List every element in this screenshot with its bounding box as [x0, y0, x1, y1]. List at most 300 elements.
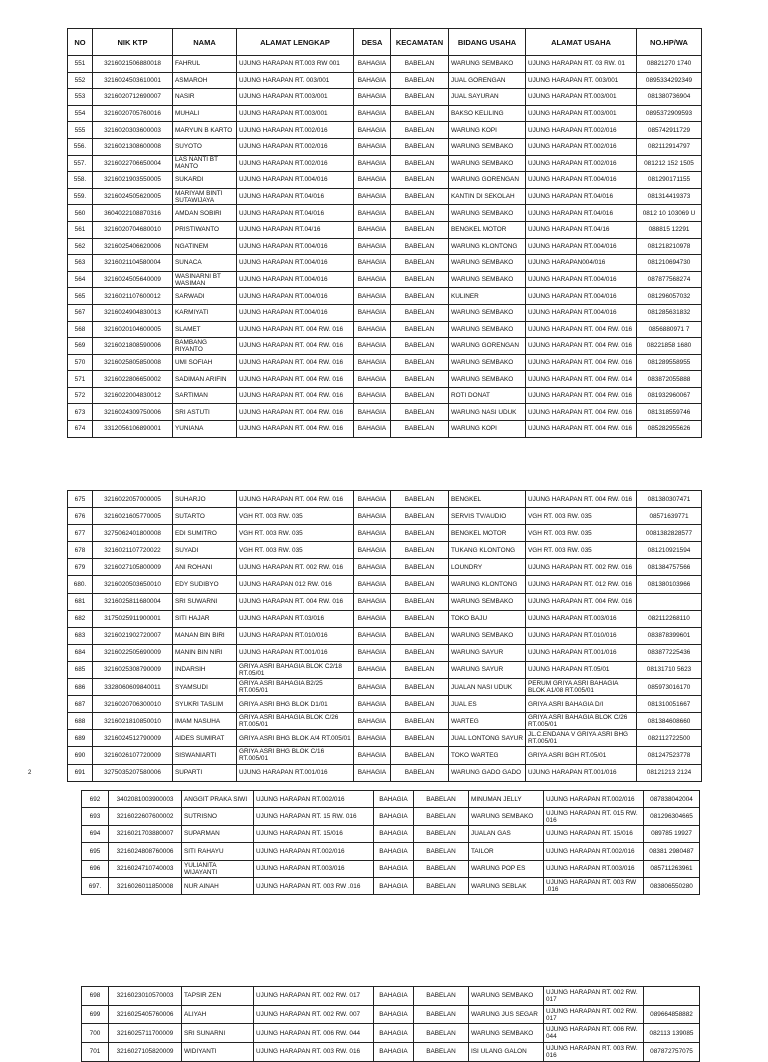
table-row	[68, 610, 702, 627]
table-row	[82, 860, 700, 877]
cell-no-hp: 081289558955	[637, 354, 702, 371]
cell-desa: BAHAGIA	[374, 843, 414, 860]
cell-alamat-lengkap: UJUNG HARAPAN RT. 004 RW. 016	[237, 387, 354, 404]
cell-desa: BAHAGIA	[354, 610, 391, 627]
cell-kecamatan: BABELAN	[414, 1005, 469, 1024]
cell-alamat-lengkap: UJUNG HARAPAN RT.004/016	[237, 288, 354, 305]
cell-alamat-usaha: VGH RT. 003 RW. 035	[526, 525, 637, 542]
cell-nama: SUTRISNO	[182, 808, 254, 825]
cell-alamat-usaha: UJUNG HARAPAN RT.001/016	[526, 764, 637, 781]
cell-no: 680.	[68, 576, 93, 593]
table-row	[82, 877, 700, 894]
cell-alamat-usaha: GRIYA ASRI BAHAGIA BLOK C/26 RT.005/01	[526, 713, 637, 730]
table-row	[68, 713, 702, 730]
cell-alamat-usaha: UJUNG HARAPAN RT. 003/001	[526, 72, 637, 89]
cell-alamat-lengkap: UJUNG HARAPAN RT. 004 RW. 016	[237, 338, 354, 355]
cell-desa: BAHAGIA	[354, 747, 391, 764]
cell-nama: SRI SUNARNI	[182, 1024, 254, 1043]
cell-alamat-usaha: UJUNG HARAPAN RT. 004 RW. 016	[526, 491, 637, 508]
cell-kecamatan: BABELAN	[391, 404, 449, 421]
cell-alamat-lengkap: UJUNG HARAPAN RT.002/016	[237, 155, 354, 172]
cell-kecamatan: BABELAN	[391, 696, 449, 713]
cell-desa: BAHAGIA	[354, 288, 391, 305]
cell-nama: SUYOTO	[173, 138, 237, 155]
cell-no-hp: 08131710 5623	[637, 661, 702, 678]
cell-no-hp: 0895334292349	[637, 72, 702, 89]
cell-desa: BAHAGIA	[354, 72, 391, 89]
header-desa: DESA	[354, 29, 391, 56]
cell-alamat-usaha: UJUNG HARAPAN RT.003/001	[526, 89, 637, 106]
cell-alamat-usaha: UJUNG HARAPAN RT.004/016	[526, 271, 637, 288]
cell-no: 697.	[82, 877, 109, 894]
cell-no: 559.	[68, 188, 93, 205]
table-row	[82, 1024, 700, 1043]
cell-nama: EDY SUDIBYO	[173, 576, 237, 593]
cell-no-hp	[644, 987, 700, 1006]
cell-nik: 3216025711700009	[109, 1024, 182, 1043]
table-row	[68, 205, 702, 222]
cell-no: 673	[68, 404, 93, 421]
cell-nama: SUPARTI	[173, 764, 237, 781]
header-bidang-usaha: BIDANG USAHA	[449, 29, 526, 56]
cell-desa: BAHAGIA	[354, 172, 391, 189]
cell-nama: UMI SOFIAH	[173, 354, 237, 371]
cell-bidang-usaha: TUKANG KLONTONG	[449, 542, 526, 559]
cell-bidang-usaha: WARUNG SEMBAKO	[469, 987, 544, 1006]
cell-desa: BAHAGIA	[354, 89, 391, 106]
cell-nama: AMDAN SOBIRI	[173, 205, 237, 222]
table-body-1	[68, 56, 702, 438]
cell-nama: SITI HAJAR	[173, 610, 237, 627]
cell-nama: SADIMAN ARIFIN	[173, 371, 237, 388]
cell-nama: YUNIANA	[173, 421, 237, 438]
cell-no-hp: 0856880971 7	[637, 321, 702, 338]
cell-nama: SISWANIARTI	[173, 747, 237, 764]
cell-kecamatan: BABELAN	[391, 508, 449, 525]
cell-kecamatan: BABELAN	[391, 644, 449, 661]
cell-desa: BAHAGIA	[354, 354, 391, 371]
data-table-3	[81, 790, 700, 895]
cell-nik: 3216026107720009	[93, 747, 173, 764]
cell-no: 691	[68, 764, 93, 781]
cell-bidang-usaha: WARUNG SEMBAKO	[449, 321, 526, 338]
cell-kecamatan: BABELAN	[391, 610, 449, 627]
cell-bidang-usaha: WARUNG SEMBAKO	[469, 808, 544, 825]
header-alamat-usaha: ALAMAT USAHA	[526, 29, 637, 56]
cell-alamat-lengkap: UJUNG HARAPAN RT.004/016	[237, 304, 354, 321]
cell-nik: 3216027105800009	[93, 559, 173, 576]
cell-kecamatan: BABELAN	[391, 593, 449, 610]
table-row	[68, 105, 702, 122]
cell-nik: 3216020303600003	[93, 122, 173, 139]
cell-nik: 3216021104580004	[93, 255, 173, 272]
cell-kecamatan: BABELAN	[414, 825, 469, 842]
cell-alamat-usaha: UJUNG HARAPAN RT.002/016	[526, 155, 637, 172]
cell-kecamatan: BABELAN	[414, 791, 469, 808]
cell-nama: SUHARJO	[173, 491, 237, 508]
cell-no-hp: 081384608660	[637, 713, 702, 730]
cell-kecamatan: BABELAN	[414, 877, 469, 894]
cell-no-hp: 085973016170	[637, 679, 702, 696]
cell-bidang-usaha: WARUNG GORENGAN	[449, 338, 526, 355]
cell-no: 554	[68, 105, 93, 122]
cell-desa: BAHAGIA	[354, 404, 391, 421]
table-row	[68, 89, 702, 106]
cell-desa: BAHAGIA	[374, 860, 414, 877]
table-row	[68, 72, 702, 89]
cell-bidang-usaha: WARUNG GADO GADO	[449, 764, 526, 781]
cell-bidang-usaha: KANTIN DI SEKOLAH	[449, 188, 526, 205]
cell-nama: PRISTIWANTO	[173, 221, 237, 238]
cell-no: 563	[68, 255, 93, 272]
cell-nik: 3216024505620005	[93, 188, 173, 205]
cell-no: 685	[68, 661, 93, 678]
cell-alamat-usaha: UJUNG HARAPAN RT.04/016	[526, 205, 637, 222]
cell-desa: BAHAGIA	[354, 105, 391, 122]
table-row	[82, 808, 700, 825]
cell-kecamatan: BABELAN	[391, 338, 449, 355]
cell-no: 564	[68, 271, 93, 288]
table-row	[68, 354, 702, 371]
cell-bidang-usaha: BENGKEL MOTOR	[449, 221, 526, 238]
cell-nama: SUYADI	[173, 542, 237, 559]
cell-no-hp: 081380103966	[637, 576, 702, 593]
cell-alamat-lengkap: UJUNG HARAPAN RT. 15 RW. 016	[254, 808, 374, 825]
cell-bidang-usaha: WARTEG	[449, 713, 526, 730]
cell-nik: 3216020706300010	[93, 696, 173, 713]
cell-nama: IMAM NASUHA	[173, 713, 237, 730]
cell-no: 700	[82, 1024, 109, 1043]
cell-kecamatan: BABELAN	[391, 255, 449, 272]
cell-alamat-lengkap: UJUNG HARAPAN RT.003/001	[237, 89, 354, 106]
cell-nik: 3328060609840011	[93, 679, 173, 696]
cell-desa: BAHAGIA	[354, 421, 391, 438]
cell-desa: BAHAGIA	[354, 387, 391, 404]
cell-alamat-usaha: UJUNG HARAPAN RT. 004 RW. 016	[526, 421, 637, 438]
cell-bidang-usaha: TAILOR	[469, 843, 544, 860]
cell-kecamatan: BABELAN	[391, 89, 449, 106]
cell-desa: BAHAGIA	[354, 525, 391, 542]
cell-no: 695	[82, 843, 109, 860]
cell-no-hp: 081314419373	[637, 188, 702, 205]
table-row	[68, 542, 702, 559]
cell-alamat-lengkap: GRIYA ASRI BAHAGIA B2/25 RT.005/01	[237, 679, 354, 696]
cell-no-hp: 081380736904	[637, 89, 702, 106]
cell-alamat-lengkap: VGH RT. 003 RW. 035	[237, 542, 354, 559]
cell-nama: SUTARTO	[173, 508, 237, 525]
cell-nama: ASMAROH	[173, 72, 237, 89]
cell-no: 698	[82, 987, 109, 1006]
cell-desa: BAHAGIA	[354, 56, 391, 73]
header-row	[68, 29, 702, 56]
cell-desa: BAHAGIA	[354, 576, 391, 593]
cell-no: 553	[68, 89, 93, 106]
cell-alamat-usaha: UJUNG HARAPAN RT. 004 RW. 016	[526, 338, 637, 355]
cell-no-hp: 081210921594	[637, 542, 702, 559]
cell-kecamatan: BABELAN	[391, 661, 449, 678]
cell-kecamatan: BABELAN	[391, 354, 449, 371]
cell-desa: BAHAGIA	[354, 188, 391, 205]
cell-nik: 3216021107720022	[93, 542, 173, 559]
cell-alamat-lengkap: UJUNG HARAPAN RT. 006 RW. 044	[254, 1024, 374, 1043]
cell-alamat-usaha: UJUNG HARAPAN RT. 002 RW. 017	[544, 1005, 644, 1024]
cell-no-hp: 0812 10 103069 U	[637, 205, 702, 222]
cell-alamat-usaha: UJUNG HARAPAN RT.002/016	[544, 791, 644, 808]
cell-nama: WIDIYANTI	[182, 1043, 254, 1062]
table-row	[68, 593, 702, 610]
cell-alamat-lengkap: UJUNG HARAPAN RT.003/001	[237, 105, 354, 122]
cell-bidang-usaha: WARUNG KLONTONG	[449, 238, 526, 255]
table-row	[68, 525, 702, 542]
cell-alamat-lengkap: UJUNG HARAPAN RT. 15/016	[254, 825, 374, 842]
cell-nik: 3216022706650004	[93, 155, 173, 172]
cell-alamat-lengkap: UJUNG HARAPAN RT. 002 RW. 017	[254, 987, 374, 1006]
cell-no: 676	[68, 508, 93, 525]
cell-no-hp: 081318559746	[637, 404, 702, 421]
cell-bidang-usaha: WARUNG POP ES	[469, 860, 544, 877]
cell-nik: 3216020704680010	[93, 221, 173, 238]
cell-bidang-usaha: WARUNG SEMBAKO	[449, 271, 526, 288]
cell-no: 699	[82, 1005, 109, 1024]
cell-kecamatan: BABELAN	[391, 138, 449, 155]
cell-nik: 3216021703880007	[109, 825, 182, 842]
header-kecamatan: KECAMATAN	[391, 29, 449, 56]
table-row	[68, 56, 702, 73]
cell-bidang-usaha: JUALAN NASI UDUK	[449, 679, 526, 696]
cell-no: 571	[68, 371, 93, 388]
cell-alamat-usaha: UJUNG HARAPAN004/016	[526, 255, 637, 272]
cell-no: 689	[68, 730, 93, 747]
table-row	[68, 644, 702, 661]
cell-alamat-lengkap: UJUNG HARAPAN RT.03/016	[237, 610, 354, 627]
cell-desa: BAHAGIA	[354, 138, 391, 155]
cell-desa: BAHAGIA	[354, 491, 391, 508]
cell-bidang-usaha: WARUNG SAYUR	[449, 661, 526, 678]
cell-no: 675	[68, 491, 93, 508]
cell-desa: BAHAGIA	[354, 508, 391, 525]
table-row	[68, 491, 702, 508]
cell-kecamatan: BABELAN	[414, 1024, 469, 1043]
cell-no-hp: 081296304665	[644, 808, 700, 825]
cell-nama: FAHRUL	[173, 56, 237, 73]
cell-alamat-lengkap: UJUNG HARAPAN RT. 004 RW. 016	[237, 321, 354, 338]
cell-no: 682	[68, 610, 93, 627]
cell-kecamatan: BABELAN	[391, 72, 449, 89]
table-row	[68, 288, 702, 305]
cell-desa: BAHAGIA	[374, 825, 414, 842]
cell-nama: NUR AINAH	[182, 877, 254, 894]
cell-nik: 3216021506880018	[93, 56, 173, 73]
cell-nama: NGATINEM	[173, 238, 237, 255]
cell-kecamatan: BABELAN	[414, 1043, 469, 1062]
header-alamat-lengkap: ALAMAT LENGKAP	[237, 29, 354, 56]
cell-nik: 3216020104600005	[93, 321, 173, 338]
cell-bidang-usaha: BENGKEL	[449, 491, 526, 508]
cell-nama: SRI ASTUTI	[173, 404, 237, 421]
cell-alamat-lengkap: UJUNG HARAPAN RT.04/16	[237, 221, 354, 238]
cell-no: 687	[68, 696, 93, 713]
cell-nama: MANIN BIN NIRI	[173, 644, 237, 661]
cell-no-hp: 089785 19927	[644, 825, 700, 842]
cell-kecamatan: BABELAN	[391, 271, 449, 288]
cell-bidang-usaha: WARUNG SEMBAKO	[449, 593, 526, 610]
cell-kecamatan: BABELAN	[391, 525, 449, 542]
cell-no-hp: 089664858882	[644, 1005, 700, 1024]
cell-alamat-usaha: VGH RT. 003 RW. 035	[526, 508, 637, 525]
cell-no-hp: 085711263961	[644, 860, 700, 877]
cell-nama: EDI SUMITRO	[173, 525, 237, 542]
cell-bidang-usaha: KULINER	[449, 288, 526, 305]
cell-no: 688	[68, 713, 93, 730]
cell-nik: 3402081003900003	[109, 791, 182, 808]
cell-no: 556.	[68, 138, 93, 155]
cell-no: 692	[82, 791, 109, 808]
cell-no-hp: 081212 152 1505	[637, 155, 702, 172]
cell-alamat-usaha: UJUNG HARAPAN RT.04/016	[526, 188, 637, 205]
cell-alamat-lengkap: VGH RT. 003 RW. 035	[237, 525, 354, 542]
cell-alamat-usaha: UJUNG HARAPAN RT.003/016	[526, 610, 637, 627]
cell-no: 565	[68, 288, 93, 305]
cell-kecamatan: BABELAN	[391, 172, 449, 189]
cell-no: 560	[68, 205, 93, 222]
cell-alamat-lengkap: UJUNG HARAPAN RT. 004 RW. 016	[237, 421, 354, 438]
cell-bidang-usaha: WARUNG GORENGAN	[449, 172, 526, 189]
cell-bidang-usaha: WARUNG NASI UDUK	[449, 404, 526, 421]
cell-no-hp: 085742911729	[637, 122, 702, 139]
cell-nik: 3216021605770005	[93, 508, 173, 525]
cell-alamat-lengkap: UJUNG HARAPAN RT.004/016	[237, 238, 354, 255]
cell-no-hp: 082112914797	[637, 138, 702, 155]
cell-nik: 3216025308790009	[93, 661, 173, 678]
cell-no: 693	[82, 808, 109, 825]
cell-bidang-usaha: BAKSO KELILING	[449, 105, 526, 122]
cell-no: 552	[68, 72, 93, 89]
table-row	[68, 338, 702, 355]
table-row	[68, 679, 702, 696]
cell-alamat-lengkap: UJUNG HARAPAN RT. 003 RW .016	[254, 877, 374, 894]
cell-nama: SUKARDI	[173, 172, 237, 189]
cell-desa: BAHAGIA	[354, 730, 391, 747]
cell-nama: SUPARMAN	[182, 825, 254, 842]
table-row	[68, 404, 702, 421]
cell-bidang-usaha: WARUNG SEMBAKO	[449, 255, 526, 272]
cell-no: 678	[68, 542, 93, 559]
cell-nik: 3604022108870316	[93, 205, 173, 222]
cell-alamat-usaha: UJUNG HARAPAN RT.04/16	[526, 221, 637, 238]
cell-desa: BAHAGIA	[374, 877, 414, 894]
cell-no: 686	[68, 679, 93, 696]
table-row	[68, 138, 702, 155]
cell-alamat-usaha: UJUNG HARAPAN RT. 004 RW. 016	[526, 593, 637, 610]
cell-nama: SRI SUWARNI	[173, 593, 237, 610]
cell-alamat-lengkap: UJUNG HARAPAN RT. 004 RW. 016	[237, 491, 354, 508]
cell-nik: 3216025805850008	[93, 354, 173, 371]
cell-kecamatan: BABELAN	[391, 205, 449, 222]
cell-desa: BAHAGIA	[374, 987, 414, 1006]
cell-alamat-lengkap: GRIYA ASRI BAHAGIA BLOK C2/18 RT.05/01	[237, 661, 354, 678]
cell-alamat-lengkap: UJUNG HARAPAN RT.002/016	[237, 122, 354, 139]
cell-nik: 3216024904830013	[93, 304, 173, 321]
cell-nama: INDARSIH	[173, 661, 237, 678]
table-row	[68, 255, 702, 272]
cell-alamat-lengkap: GRIYA ASRI BAHAGIA BLOK C/26 RT.005/01	[237, 713, 354, 730]
cell-kecamatan: BABELAN	[391, 421, 449, 438]
cell-no-hp: 087877568274	[637, 271, 702, 288]
cell-no-hp: 08571639771	[637, 508, 702, 525]
cell-desa: BAHAGIA	[354, 713, 391, 730]
cell-alamat-lengkap: UJUNG HARAPAN RT.001/016	[237, 644, 354, 661]
cell-desa: BAHAGIA	[354, 221, 391, 238]
cell-nik: 3312056106890001	[93, 421, 173, 438]
cell-bidang-usaha: WARUNG SEMBAKO	[449, 354, 526, 371]
cell-nik: 3216021808590006	[93, 338, 173, 355]
cell-nik: 3216021107600012	[93, 288, 173, 305]
cell-bidang-usaha: SERVIS TV/AUDIO	[449, 508, 526, 525]
cell-desa: BAHAGIA	[354, 559, 391, 576]
cell-kecamatan: BABELAN	[391, 764, 449, 781]
cell-nik: 3216025406620006	[93, 238, 173, 255]
header-nik: NIK KTP	[93, 29, 173, 56]
cell-no: 681	[68, 593, 93, 610]
cell-alamat-lengkap: UJUNG HARAPAN RT.004/016	[237, 271, 354, 288]
table-row	[68, 421, 702, 438]
cell-alamat-lengkap: VGH RT. 003 RW. 035	[237, 508, 354, 525]
cell-kecamatan: BABELAN	[391, 304, 449, 321]
cell-no: 674	[68, 421, 93, 438]
cell-nik: 3216022505690009	[93, 644, 173, 661]
cell-no-hp: 083878399601	[637, 627, 702, 644]
cell-nama: WASINARNI BT WASIMAN	[173, 271, 237, 288]
cell-kecamatan: BABELAN	[414, 808, 469, 825]
cell-alamat-usaha: UJUNG HARAPAN RT. 004 RW. 016	[526, 354, 637, 371]
cell-kecamatan: BABELAN	[391, 387, 449, 404]
cell-no-hp: 083872055888	[637, 371, 702, 388]
cell-desa: BAHAGIA	[354, 627, 391, 644]
cell-nik: 3216020712690007	[93, 89, 173, 106]
cell-bidang-usaha: WARUNG KLONTONG	[449, 576, 526, 593]
cell-nik: 3216020705760016	[93, 105, 173, 122]
table-row	[68, 696, 702, 713]
cell-nama: MANAN BIN BIRI	[173, 627, 237, 644]
table-row	[68, 155, 702, 172]
cell-bidang-usaha: JUAL LONTONG SAYUR	[449, 730, 526, 747]
cell-no-hp: 087872757075	[644, 1043, 700, 1062]
cell-no-hp: 0081382828577	[637, 525, 702, 542]
cell-no-hp: 08121213 2124	[637, 764, 702, 781]
cell-alamat-usaha: UJUNG HARAPAN RT.002/016	[526, 122, 637, 139]
cell-alamat-lengkap: UJUNG HARAPAN 012 RW. 016	[237, 576, 354, 593]
cell-alamat-usaha: UJUNG HARAPAN RT.003/001	[526, 105, 637, 122]
cell-no: 569	[68, 338, 93, 355]
cell-nik: 3216022057000005	[93, 491, 173, 508]
cell-desa: BAHAGIA	[374, 1043, 414, 1062]
cell-nama: YULIANITA WIJAYANTI	[182, 860, 254, 877]
cell-no-hp: 081290171155	[637, 172, 702, 189]
cell-nama: MUHALI	[173, 105, 237, 122]
cell-nama: MARIYAM BINTI SUTAWIJAYA	[173, 188, 237, 205]
cell-no-hp: 081384757566	[637, 559, 702, 576]
cell-alamat-usaha: UJUNG HARAPAN RT. 03 RW. 01	[526, 56, 637, 73]
cell-alamat-usaha: UJUNG HARAPAN RT.010/016	[526, 627, 637, 644]
cell-nik: 3216025811680004	[93, 593, 173, 610]
cell-no-hp: 082113 139085	[644, 1024, 700, 1043]
cell-alamat-usaha: UJUNG HARAPAN RT.05/01	[526, 661, 637, 678]
cell-no-hp: 081932960067	[637, 387, 702, 404]
cell-alamat-lengkap: UJUNG HARAPAN RT.003/016	[254, 860, 374, 877]
cell-desa: BAHAGIA	[354, 764, 391, 781]
cell-no-hp: 081310051667	[637, 696, 702, 713]
cell-desa: BAHAGIA	[374, 791, 414, 808]
